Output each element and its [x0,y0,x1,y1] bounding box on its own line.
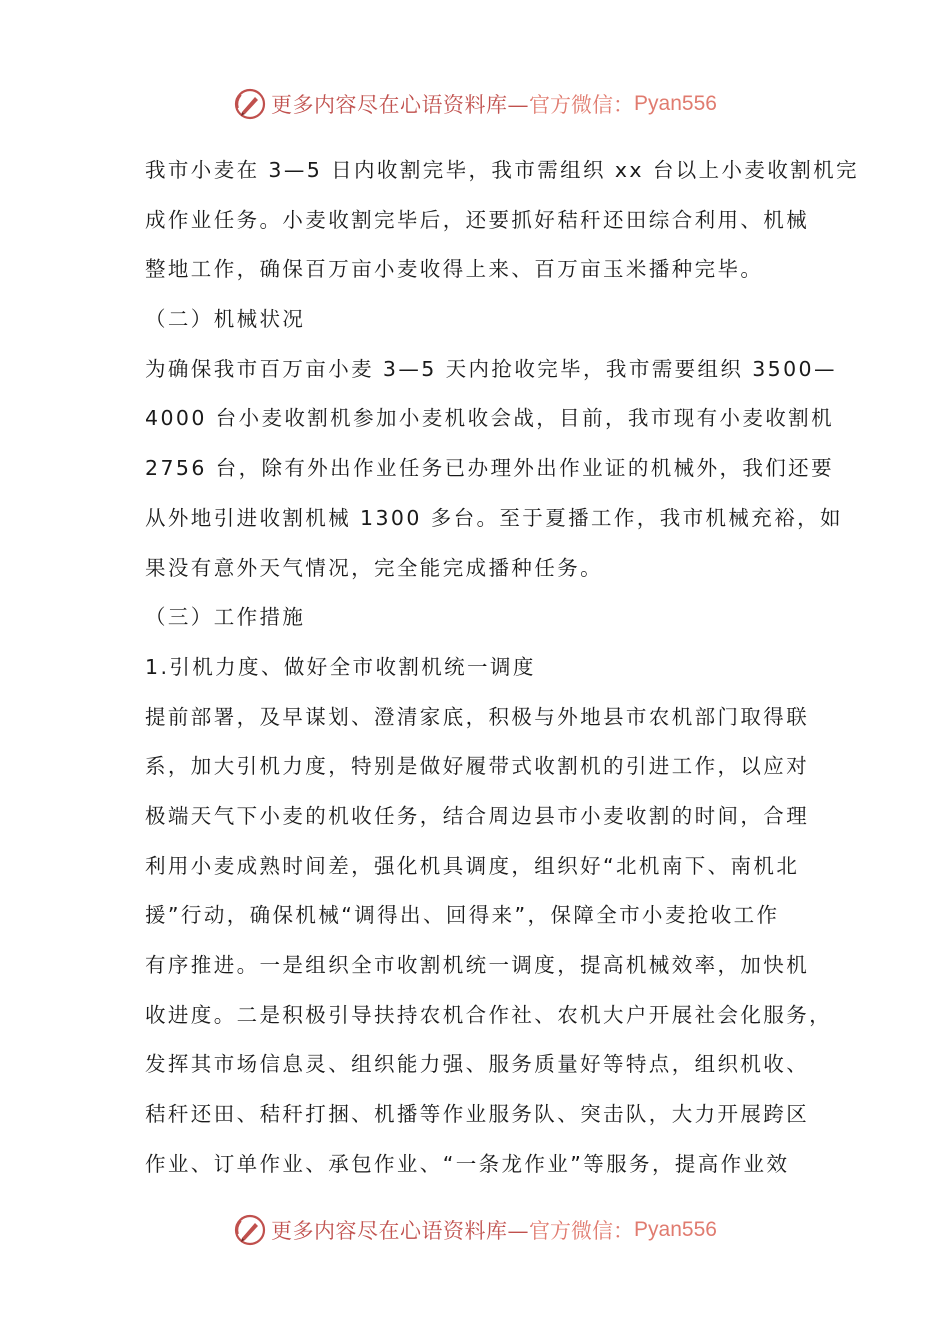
body-line: 从外地引进收割机械 1300 多台。至于夏播工作，我市机械充裕，如 [145,505,843,530]
body-line: 收进度。二是积极引导扶持农机合作社、农机大户开展社会化服务， [145,1002,832,1027]
body-line: 果没有意外天气情况，完全能完成播种任务。 [145,555,603,580]
banner-wechat-label: 官方微信： [529,1219,635,1243]
section-heading: （三）工作措施 [145,605,306,630]
body-line: 秸秆还田、秸秆打捆、机播等作业服务队、突击队，大力开展跨区 [145,1102,810,1127]
body-line: 成作业任务。小麦收割完毕后，还要抓好秸秆还田综合利用、机械 [145,207,810,232]
banner-wechat-label: 官方微信： [529,93,635,117]
body-line: 4000 台小麦收割机参加小麦机收会战，目前，我市现有小麦收割机 [145,406,834,431]
footer-watermark-banner [0,1210,950,1250]
document-body [145,146,859,1189]
body-line: 整地工作，确保百万亩小麦收得上来、百万亩玉米播种完毕。 [145,257,764,282]
body-line: 发挥其市场信息灵、组织能力强、服务质量好等特点，组织机收、 [145,1052,810,1077]
body-line: 援”行动，确保机械“调得出、回得来”，保障全市小麦抢收工作 [145,903,780,928]
body-line: 我市小麦在 3—5 日内收割完毕，我市需组织 xx 台以上小麦收割机完 [145,158,859,182]
pen-logo-icon [233,87,267,121]
body-line: 2756 台，除有外出作业任务已办理外出作业证的机械外，我们还要 [145,456,834,481]
body-line: 提前部署，及早谋划、澄清家底，积极与外地县市农机部门取得联 [145,704,810,729]
body-line: 极端天气下小麦的机收任务，结合周边县市小麦收割的时间，合理 [145,803,810,828]
banner-text: 更多内容尽在心语资料库— [271,93,530,117]
section-heading: （二）机械状况 [145,307,306,332]
header-watermark-banner [0,84,950,124]
body-line: 作业、订单作业、承包作业、“一条龙作业”等服务，提高作业效 [145,1151,790,1176]
subsection-heading: 1.引机力度、做好全市收割机统一调度 [145,654,536,679]
banner-wechat-id: Pyan556 [634,92,717,115]
banner-text: 更多内容尽在心语资料库— [271,1219,530,1243]
pen-logo-icon [233,1213,267,1247]
body-line: 利用小麦成熟时间差，强化机具调度，组织好“北机南下、南机北 [145,853,800,878]
body-line: 有序推进。一是组织全市收割机统一调度，提高机械效率，加快机 [145,953,810,977]
body-line: 为确保我市百万亩小麦 3—5 天内抢收完毕，我市需要组织 3500— [145,356,837,381]
body-line: 系，加大引机力度，特别是做好履带式收割机的引进工作，以应对 [145,754,810,779]
banner-wechat-id: Pyan556 [634,1218,717,1241]
